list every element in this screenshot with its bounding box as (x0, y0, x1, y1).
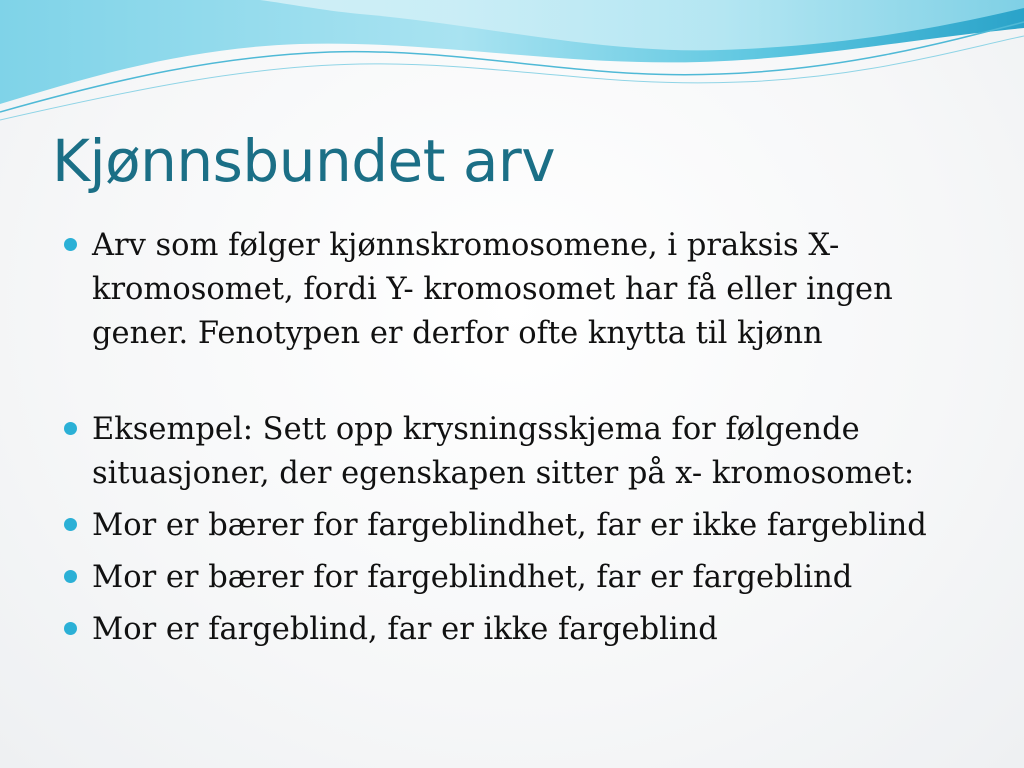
list-item (62, 556, 962, 600)
bullet-dot-icon (64, 422, 77, 435)
bullet-dot-icon (64, 238, 77, 251)
list-item (62, 224, 962, 356)
header-wave-decoration (0, 0, 1024, 130)
bullet-dot-icon (64, 570, 77, 583)
list-item (62, 504, 962, 548)
bullet-dot-icon (64, 622, 77, 635)
bullet-dot-icon (64, 518, 77, 531)
bullet-text: Eksempel: Sett opp krysningsskjema for følgende situasjoner, der egenskapen sitter på x- kromosomet: (92, 412, 915, 491)
bullet-text: Mor er fargeblind, far er ikke fargeblind (92, 612, 718, 647)
bullet-list (62, 224, 962, 660)
list-item (62, 408, 962, 496)
list-item (62, 608, 962, 652)
slide-title: Kjønnsbundet arv (52, 127, 556, 195)
bullet-text: Arv som følger kjønnskromosomene, i praksis X- kromosomet, fordi Y- kromosomet har få eller ingen gener. Fenotypen er derfor ofte knytta til kjønn (92, 228, 893, 351)
bullet-text: Mor er bærer for fargeblindhet, far er ikke fargeblind (92, 508, 927, 543)
bullet-text: Mor er bærer for fargeblindhet, far er fargeblind (92, 560, 853, 595)
